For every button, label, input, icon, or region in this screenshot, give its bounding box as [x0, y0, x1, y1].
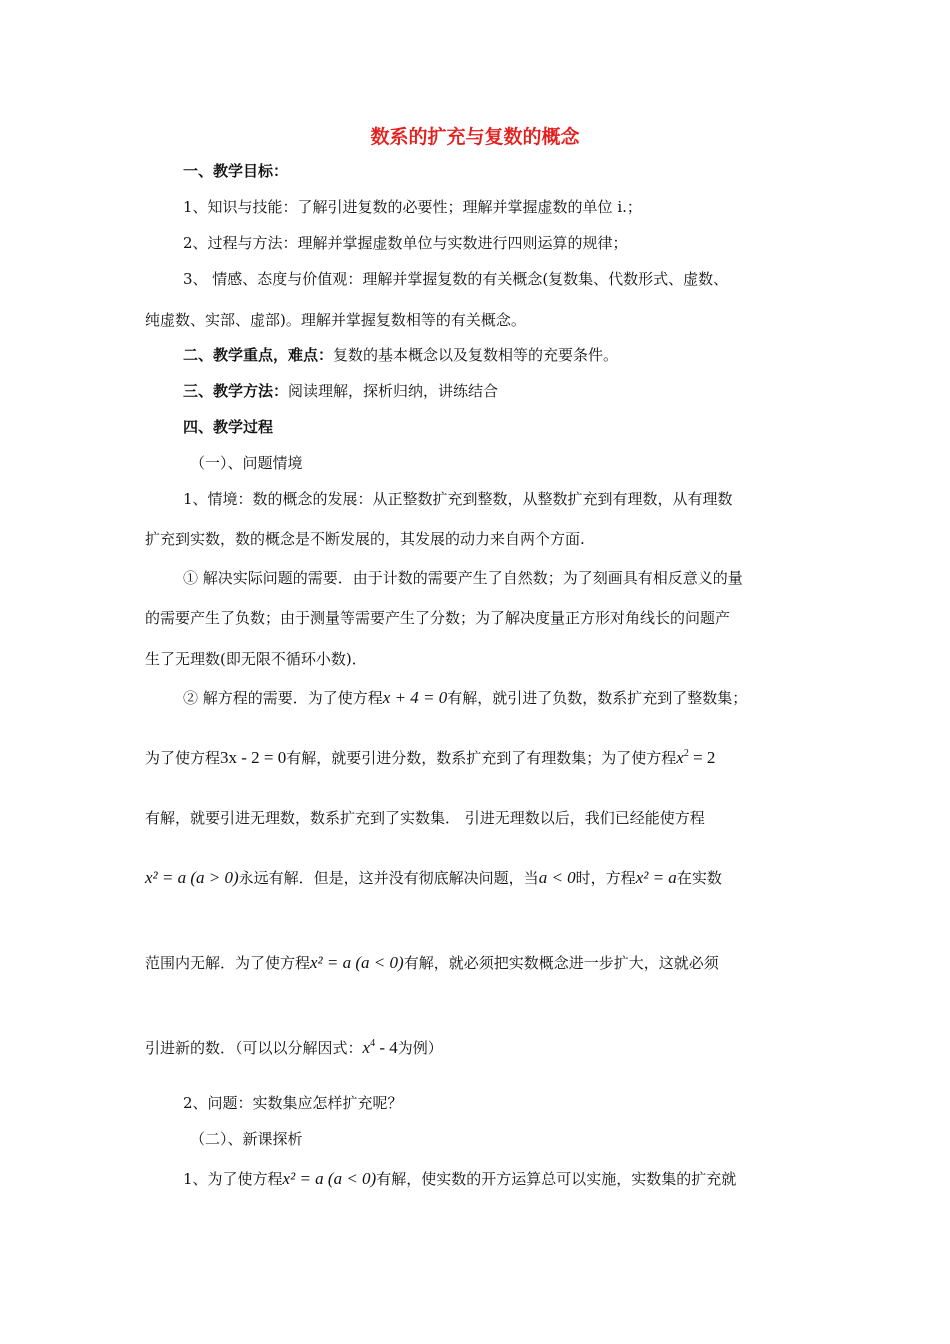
- equation-line-1-text-a: ② 解方程的需要．为了使方程: [183, 689, 383, 707]
- goal-item-3-line2: 纯虚数、实部、虚部)。理解并掌握复数相等的有关概念。: [145, 311, 526, 329]
- methods-heading: 三、教学方法：: [183, 382, 289, 400]
- equation-line-1: [183, 687, 747, 709]
- equation-line-6-text-b: 为例）: [397, 1039, 443, 1057]
- equation-line-4-text-a: 永远有解．但是，这并没有彻底解决问题，当: [238, 869, 539, 887]
- context-line-2: 扩充到实数，数的概念是不断发展的，其发展的动力来自两个方面.: [145, 530, 585, 548]
- context-line-5: 生了无理数(即无限不循环小数)．: [145, 650, 367, 668]
- equation-line-6: [145, 1037, 443, 1059]
- equation-x2-a: x² = a: [635, 868, 677, 887]
- equation-a-negative: a < 0: [538, 868, 576, 887]
- section-heading-goals: 一、教学目标：: [183, 162, 289, 180]
- new-lesson-line-1: [183, 1168, 736, 1190]
- goal-item-2: 2、过程与方法：理解并掌握虚数单位与实数进行四则运算的规律；: [183, 234, 628, 252]
- new-lesson-text-a: 1、为了使方程: [183, 1170, 283, 1188]
- eq8-exponent: 4: [370, 1038, 376, 1049]
- equation-line-4: [145, 867, 722, 889]
- subsection-new-lesson: （二）、新课探析: [190, 1130, 303, 1148]
- eq8-rhs: - 4: [375, 1038, 398, 1057]
- page-title: 数系的扩充与复数的概念: [370, 126, 580, 148]
- equation-x2-a-negative-2: x² = a (a < 0): [282, 1169, 377, 1188]
- eq3-rhs: = 2: [688, 748, 716, 767]
- equation-line-2-text-a: 为了使方程: [145, 749, 221, 767]
- new-lesson-text-b: 有解，使实数的开方运算总可以实施，实数集的扩充就: [376, 1170, 737, 1188]
- equation-line-5-text-a: 范围内无解．为了使方程: [145, 954, 311, 972]
- methods-text: 阅读理解，探析归纳，讲练结合: [288, 382, 499, 400]
- equation-x4-minus-4: [363, 1038, 398, 1057]
- context-line-3: ① 解决实际问题的需要．由于计数的需要产生了自然数；为了刻画具有相反意义的量: [183, 569, 743, 587]
- equation-line-4-text-b: 时，方程: [575, 869, 636, 887]
- equation-x-plus-4: x + 4 = 0: [382, 688, 448, 707]
- eq3-exponent: 2: [683, 748, 689, 759]
- eq8-base: x: [362, 1038, 371, 1057]
- equation-line-1-text-b: 有解，就引进了负数，数系扩充到了整数集；: [447, 689, 748, 707]
- eq3-base: x: [676, 748, 684, 767]
- equation-line-3: 有解，就要引进无理数，数系扩充到了实数集． 引进无理数以后，我们已经能使方程: [145, 809, 705, 827]
- section-keypoints: [183, 344, 618, 366]
- equation-x2-a-positive: x² = a (a > 0): [145, 868, 239, 887]
- context-line-1: 1、情境：数的概念的发展：从正整数扩充到整数，从整数扩充到有理数，从有理数: [183, 490, 733, 508]
- equation-x-squared-2: [676, 748, 715, 767]
- equation-line-2: [145, 747, 715, 769]
- keypoints-text: 复数的基本概念以及复数相等的充要条件。: [333, 346, 619, 364]
- question-line: 2、问题：实数集应怎样扩充呢？: [183, 1094, 403, 1112]
- equation-line-4-text-c: 在实数: [676, 869, 722, 887]
- section-process-heading: 四、教学过程: [183, 418, 274, 436]
- equation-line-5-text-b: 有解，就必须把实数概念进一步扩大，这就必须: [403, 954, 719, 972]
- keypoints-heading: 二、教学重点，难点：: [183, 346, 334, 364]
- equation-line-2-text-b: 有解，就要引进分数，数系扩充到了有理数集；为了使方程: [286, 749, 677, 767]
- equation-3x-minus-2: 3x - 2 = 0: [220, 748, 287, 767]
- subsection-problem-context: （一）、问题情境: [190, 454, 303, 472]
- equation-line-5: [145, 952, 719, 974]
- goal-item-3-line1: 3、 情感、态度与价值观：理解并掌握复数的有关概念(复数集、代数形式、虚数、: [183, 270, 729, 288]
- equation-line-6-text-a: 引进新的数．（可以以分解因式：: [145, 1039, 363, 1057]
- equation-x2-a-negative: x² = a (a < 0): [310, 953, 404, 972]
- goal-item-1: 1、知识与技能：了解引进复数的必要性；理解并掌握虚数的单位 i.；: [183, 198, 642, 216]
- context-line-4: 的需要产生了负数；由于测量等需要产生了分数；为了解决度量正方形对角线长的问题产: [145, 609, 731, 627]
- section-methods: [183, 380, 498, 402]
